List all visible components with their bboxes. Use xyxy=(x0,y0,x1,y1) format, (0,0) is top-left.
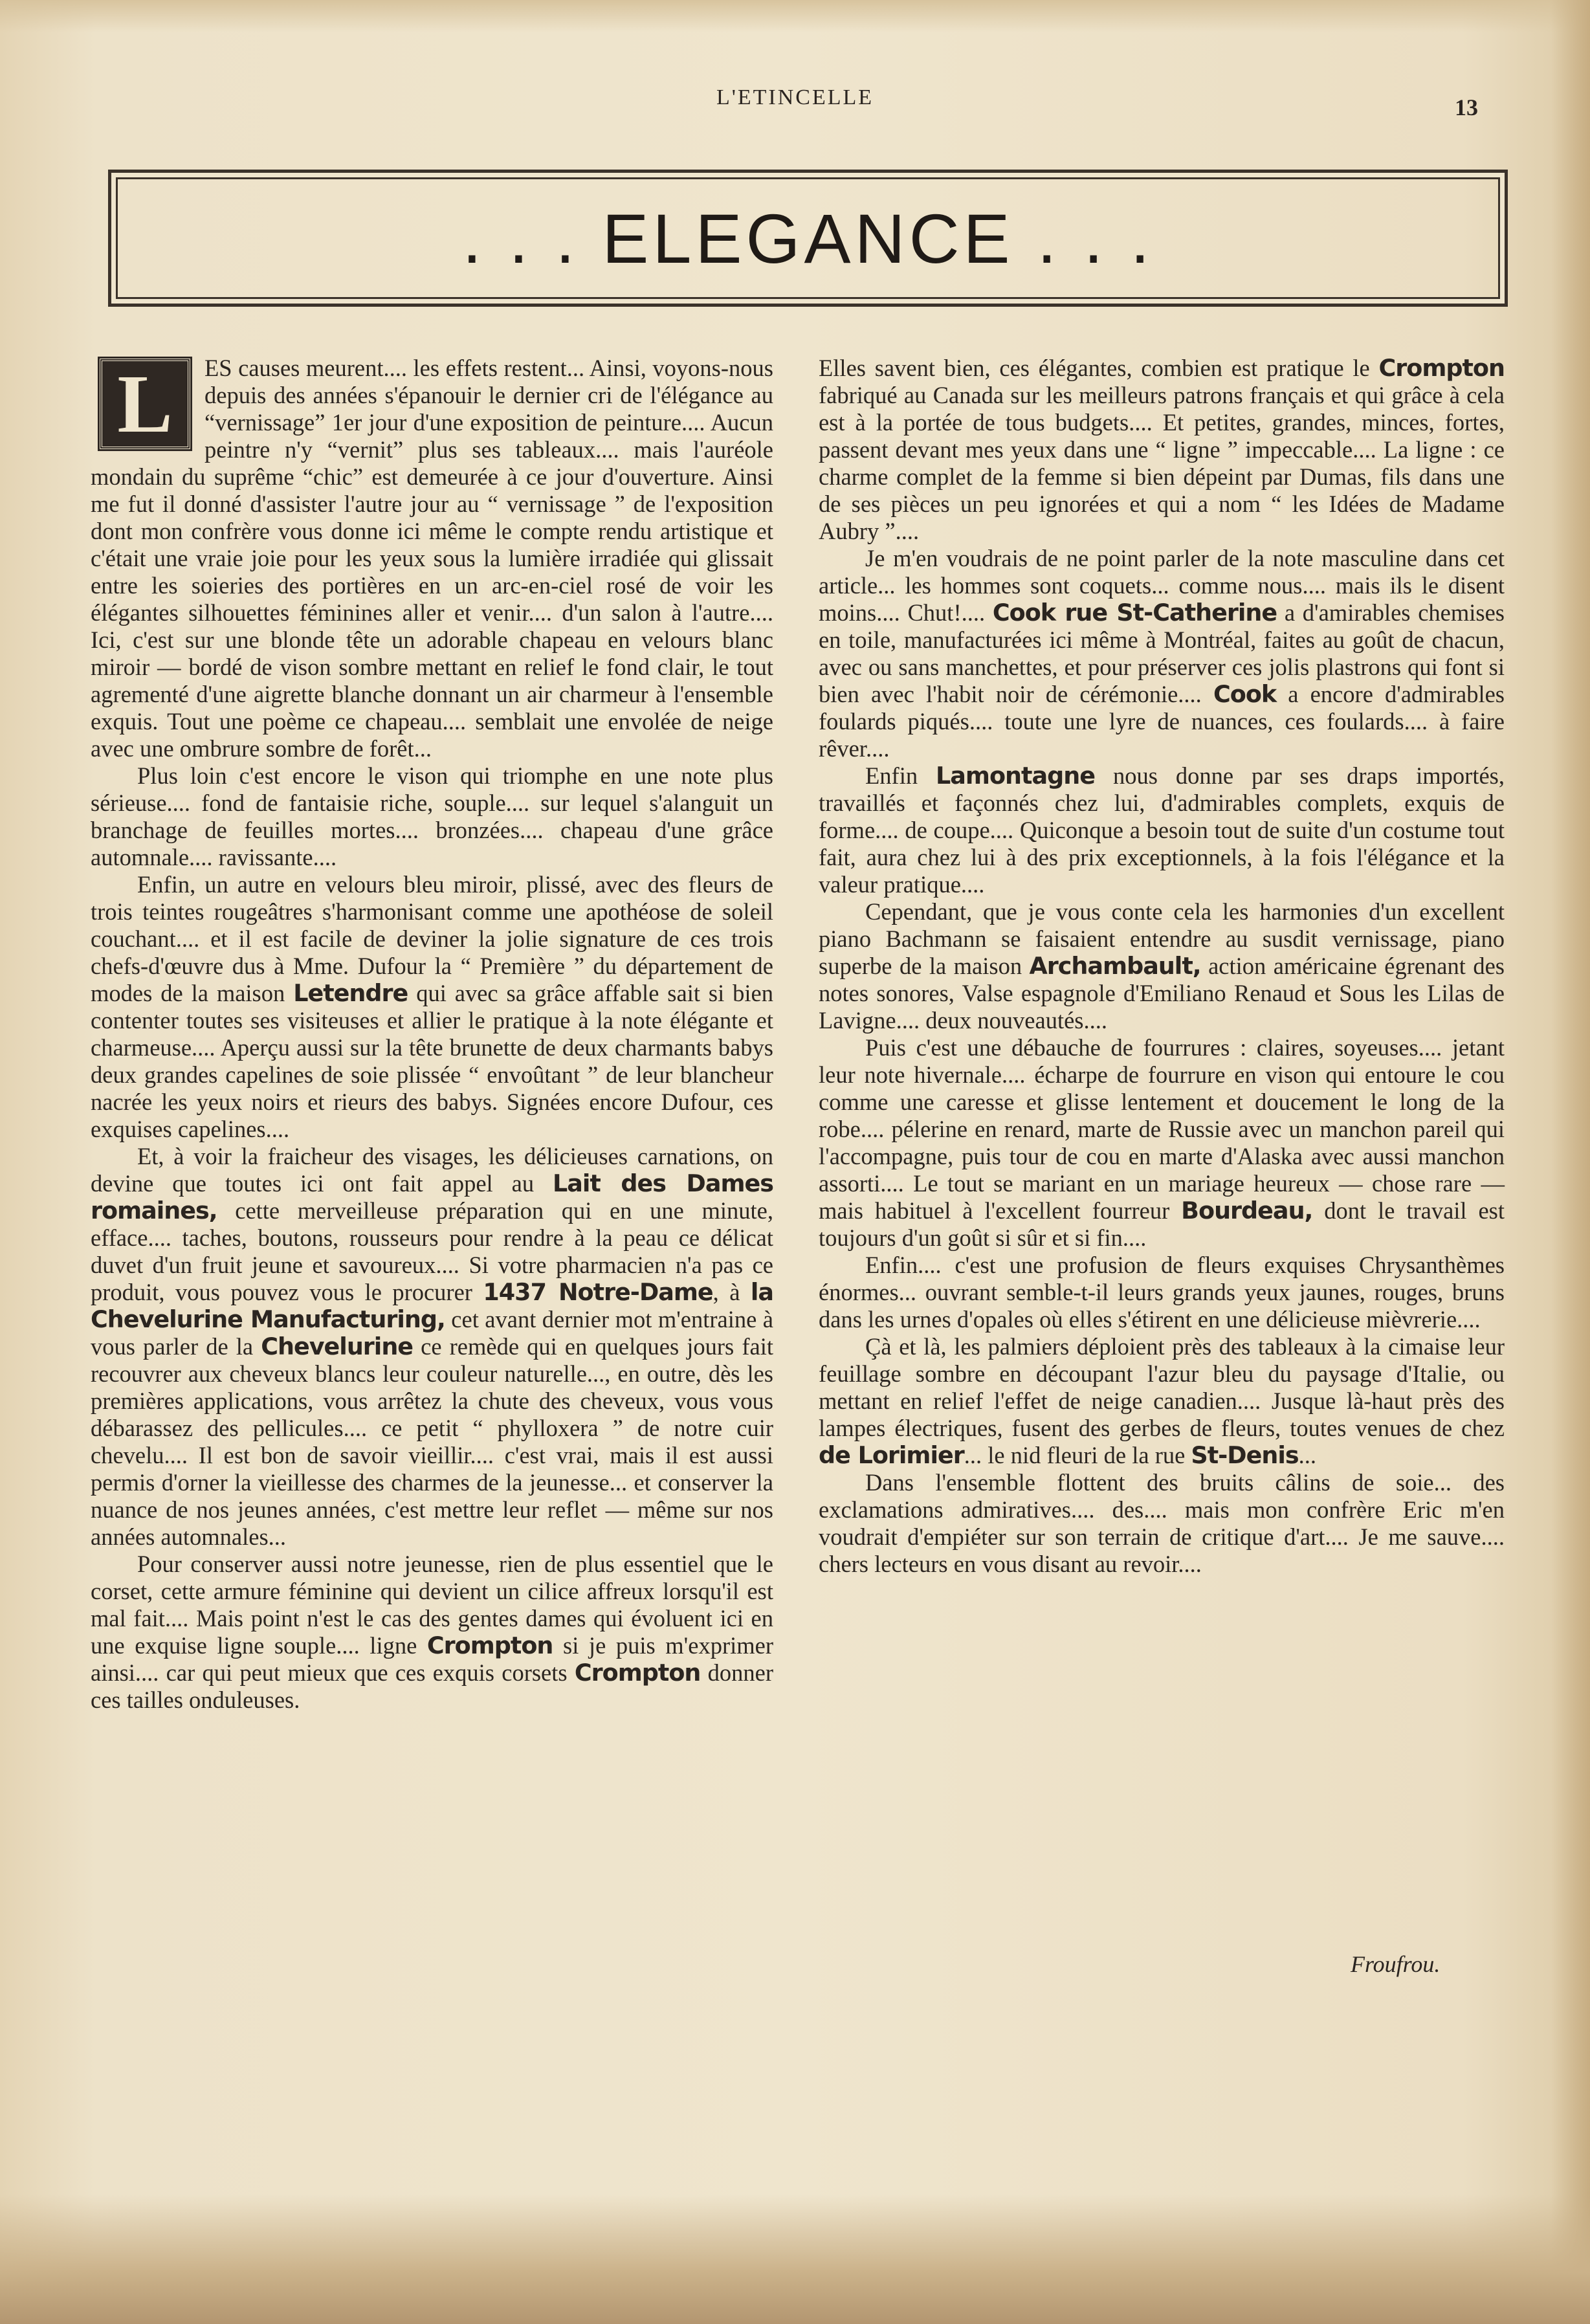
paragraph-text: Çà et là, les palmiers déploient près des tableaux à la cimaise leur feuillage sombre en découpant l'azur bleu du paysage d'Italie, ou mettant en relief l'effet de neige canadien.... Jusque là-haut près des lampes électriques, fusent des gerbes de fleurs, toutes venues de chez xyxy=(819,1333,1505,1441)
paragraph-text: action américaine égrenant des notes sonores, Valse espagnole d'Emiliano Renaud et Sous les Lilas de Lavigne.... deux nouveautés.... xyxy=(819,953,1505,1034)
advertiser-name: Lamontagne xyxy=(936,762,1095,790)
paragraph-text: a d'amirables chemises en toile, manufacturées ici même à Montréal, faites au goût de chacun, avec ou sans manchettes, et pour préserver ces jolis plastrons qui font si bien avec l'habit noir de cérémonie.... xyxy=(819,599,1505,707)
advertiser-name: Bourdeau, xyxy=(1181,1197,1313,1224)
left-column xyxy=(91,355,773,1714)
paragraph-text: qui avec sa grâce affable sait si bien contenter toutes ses visiteuses et allier le pratique à la note élégante et charmeuse.... Aperçu aussi sur la tête brunette de deux charmants babys deux grandes capelines de soie plissée “ envoûtant ” de leur blancheur nacrée les yeux noirs et rieurs des babys. Signées encore Dufour, ces exquises capelines.... xyxy=(91,980,774,1142)
right-column xyxy=(819,355,1505,1578)
advertiser-name: Letendre xyxy=(293,979,408,1007)
paragraph-text: Plus loin c'est encore le vison qui triomphe en une note plus sérieuse.... fond de fantaisie riche, souple.... sur lequel s'alanguit un branchage de feuilles mortes.... bronzées.... chapeau d'une grâce automnale.... ravissante.... xyxy=(91,762,773,870)
paragraph-text: Et, à voir la fraicheur des visages, les délicieuses carnations, on devine que toutes ici ont fait appel au xyxy=(91,1143,773,1197)
advertiser-name: Archambault, xyxy=(1029,952,1201,980)
advertiser-name: de Lorimier xyxy=(819,1441,964,1469)
paragraph-text: Enfin, un autre en velours bleu miroir, plissé, avec des fleurs de trois teintes rougeâtres s'harmonisant comme une apothéose de soleil couchant.... et il est facile de deviner la jolie signature de ces trois chefs-d'œuvre dus à Mme. Dufour la “ Première ” du département de modes de la maison xyxy=(91,871,773,1006)
paragraph xyxy=(819,762,1505,898)
paragraph-text: ce remède qui en quelques jours fait recouvrer aux cheveux blancs leur couleur naturelle..., en outre, dès les premières applications, vous arrêtez la chute des cheveux, vous vous débarassez des pellicules.... ce petit “ phylloxera ” de notre cuir chevelu.... Il est bon de savoir vieillir.... c'est vrai, mais il est aussi permis d'orner la vieillesse des charmes de la jeunesse... et conserver la nuance de nos jeunes années, c'est mettre leur reflet — même sur nos années automnales... xyxy=(91,1333,773,1550)
paragraph xyxy=(91,1551,773,1714)
advertiser-name: la Chevelurine Manufacturing, xyxy=(91,1278,774,1333)
paragraph xyxy=(819,1333,1505,1469)
paragraph xyxy=(91,355,773,762)
paragraph-text: Enfin.... c'est une profusion de fleurs exquises Chrysanthèmes énormes... ouvrant semble-t-il leurs grands yeux jaunes, rouges, bruns dans les urnes d'opales où elles s'étirent en une délicieuse mièvrerie.... xyxy=(819,1252,1505,1333)
advertiser-name: Crompton xyxy=(1378,354,1505,382)
paragraph xyxy=(91,871,773,1143)
paragraph-text: ... le nid fleuri de la rue xyxy=(964,1442,1191,1468)
paragraph-text: cet avant dernier mot m'entraine à vous parler de la xyxy=(91,1306,773,1360)
paragraph xyxy=(819,1469,1505,1578)
paragraph xyxy=(819,545,1505,762)
paragraph-text: dont le travail est toujours d'un goût si sûr et si fin.... xyxy=(819,1197,1505,1251)
page-top-edge xyxy=(0,0,1590,32)
paragraph xyxy=(819,1034,1505,1252)
paragraph-text: fabriqué au Canada sur les meilleurs patrons français et qui grâce à cela est à la portée de tous budgets.... Et petites, grandes, minces, fortes, passent devant mes yeux dans une “ ligne ” impeccable.... La ligne : ce charme complet de la femme si bien dépeint par Dumas, fils dans une de ses pièces un peu ignorées et qui a nom “ les Idées de Madame Aubry ”.... xyxy=(819,382,1505,544)
paragraph-text: donner ces tailles onduleuses. xyxy=(91,1659,773,1713)
advertiser-name: St-Denis xyxy=(1191,1441,1299,1469)
paragraph-text: Je m'en voudrais de ne point parler de la note masculine dans cet article... les hommes sont coquets... comme nous.... mais ils le disent moins.... Chut!.... xyxy=(819,545,1505,626)
paragraph-text: , à xyxy=(712,1279,751,1305)
paragraph xyxy=(819,355,1505,545)
page-right-edge xyxy=(1551,0,1590,2324)
paragraph-text: a encore d'admirables foulards piqués.... toute une lyre de nuances, ces foulards.... à faire rêver.... xyxy=(819,681,1505,762)
page-number: 13 xyxy=(1455,94,1478,120)
author-signature: Froufrou. xyxy=(1351,1951,1441,1977)
paragraph-text: si je puis m'exprimer ainsi.... car qui peut mieux que ces exquis corsets xyxy=(91,1632,773,1686)
paragraph-text: Cependant, que je vous conte cela les harmonies d'un excellent piano Bachmann se faisaient entendre au susdit vernissage, piano superbe de la maison xyxy=(819,898,1505,979)
paragraph-text: ES causes meurent.... les effets restent... Ainsi, voyons-nous depuis des années s'épanouir le dernier cri de l'élégance au “vernissage” 1er jour d'une exposition de peinture.... Aucun peintre n'y “vernit” plus ses tableaux.... mais l'auréole mondain du suprême “chic” est demeurée à ce jour d'ouverture. Ainsi me fut il donné d'assister l'autre jour au “ vernissage ” de l'exposition dont mon confrère vous donne ici même le compte rendu artistique et c'était une vraie joie pour les yeux sous la lumière irradiée qui glissait entre les soieries des portières en un arc-en-ciel rosé de voir les élégantes silhouettes féminines aller et venir.... d'un salon à l'autre.... Ici, c'est sur une blonde tête un adorable chapeau en velours blanc miroir — bordé de vison sombre mettant en relief le fond clair, le tout agrementé d'une aigrette blanche donnant un air charmeur à l'ensemble exquis. Tout une poème ce chapeau.... semblait une envolée de neige avec une ombrure sombre de forêt... xyxy=(91,355,773,762)
advertiser-name: Crompton xyxy=(574,1659,701,1687)
paragraph xyxy=(819,1252,1505,1333)
paragraph-text: ... xyxy=(1298,1442,1316,1468)
paragraph-text: Dans l'ensemble flottent des bruits câlins de soie... des exclamations admiratives.... des.... mais mon confrère Eric m'en voudrait d'empiéter sur son terrain de critique d'art.... Je me sauve.... chers lecteurs en vous disant au revoir.... xyxy=(819,1469,1505,1577)
paragraph-text: Pour conserver aussi notre jeunesse, rien de plus essentiel que le corset, cette armure féminine qui devient un cilice affreux lorsqu'il est mal fait.... Mais point n'est le cas des gentes dames qui évoluent ici en une exquise ligne souple.... ligne xyxy=(91,1551,773,1659)
article-title: . . . ELEGANCE . . . xyxy=(462,199,1154,278)
advertiser-name: 1437 Notre-Dame xyxy=(483,1278,713,1306)
advertiser-name: Lait des Dames romaines, xyxy=(91,1169,773,1224)
advertiser-name: Crompton xyxy=(426,1632,553,1659)
page-bottom-stain xyxy=(0,2195,1590,2324)
title-box xyxy=(108,170,1508,307)
paragraph-text: Enfin xyxy=(865,762,936,789)
advertiser-name: Cook xyxy=(1213,680,1277,708)
paragraph-text: Puis c'est une débauche de fourrures : claires, soyeuses.... jetant leur note hivernale.... écharpe de fourrure en vison qui entoure le cou comme une caresse et glisse lentement et doucement le long de la robe.... pélerine en renard, marte de Russie avec un manchon pareil qui l'accompagne, puis tour de cou en marte d'Alaska avec aussi manchon assorti.... Le tout se mariant en un mariage heureux — chose rare — mais habituel à l'excellent fourreur xyxy=(819,1034,1505,1224)
advertiser-name: Cook rue St-Catherine xyxy=(992,599,1277,626)
running-head: L'ETINCELLE xyxy=(716,85,874,109)
drop-cap: L xyxy=(100,359,190,449)
paragraph-text: nous donne par ses draps importés, travaillés et façonnés chez lui, d'admirables complets, exquis de forme.... de coupe.... Quiconque a besoin tout de suite d'un costume tout fait, aura chez lui à des prix exceptionnels, à la fois l'élégance et la valeur pratique.... xyxy=(819,762,1505,898)
paragraph-text: Elles savent bien, ces élégantes, combien est pratique le xyxy=(819,355,1379,381)
paragraph xyxy=(819,898,1505,1034)
paragraph-text: cette merveilleuse préparation qui en une minute, efface.... taches, boutons, rousseurs pour rendre à la peau ce délicat duvet d'un fruit jeune et savoureux.... Si votre pharmacien n'a pas ce produit, vous pouvez vous le procurer xyxy=(91,1197,773,1305)
paragraph xyxy=(91,1143,773,1551)
paragraph xyxy=(91,762,773,871)
advertiser-name: Chevelurine xyxy=(261,1333,414,1360)
